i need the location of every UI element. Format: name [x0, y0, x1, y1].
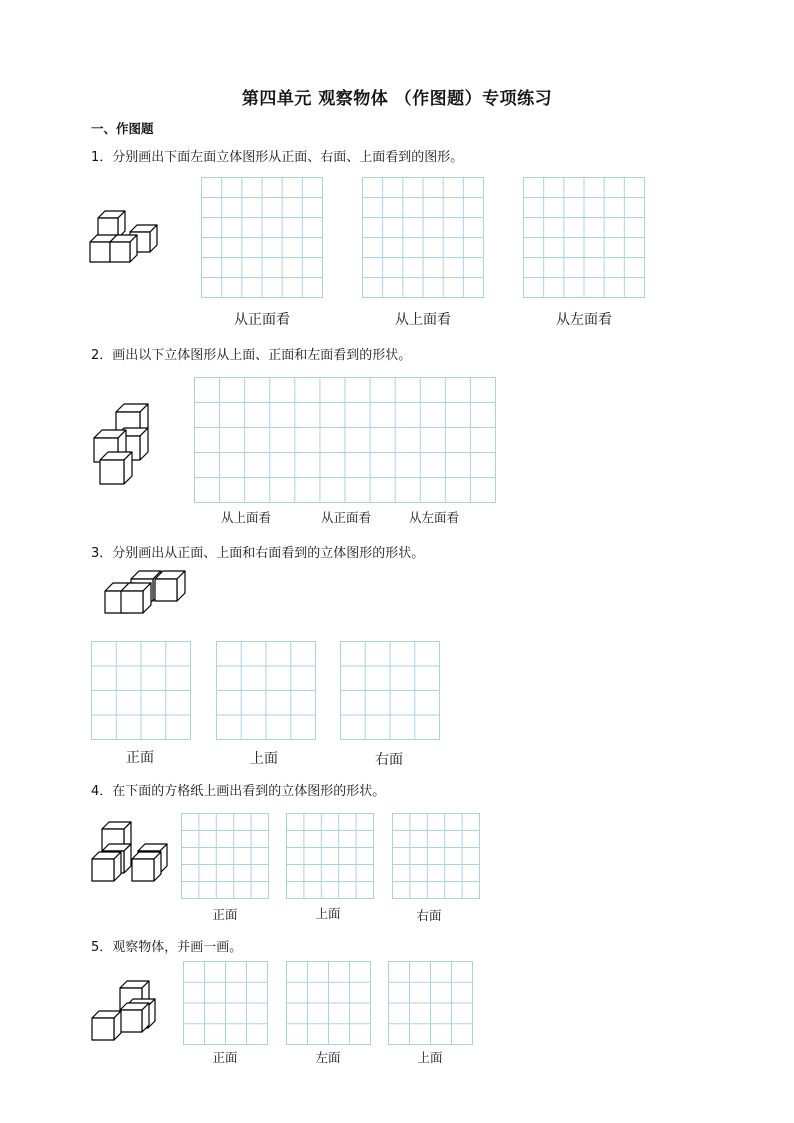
q2-cubes: [94, 404, 148, 484]
cube-front-face: [155, 579, 177, 601]
question-2-grid: [194, 377, 496, 503]
q4-cubes: [92, 822, 167, 881]
q3-cubes: [105, 571, 185, 613]
question-5-text: 5．观察物体，并画一画。: [91, 940, 243, 955]
question-1-cube-figure: [88, 206, 168, 268]
q5-cubes: [92, 981, 155, 1040]
cube-front-face: [120, 1010, 142, 1032]
question-3-grid-right: [340, 641, 440, 740]
question-4-grid-front: [181, 813, 269, 899]
cube-front-face: [132, 859, 154, 881]
question-3-label-right: 右面: [375, 752, 403, 768]
cube-front-face: [121, 591, 143, 613]
question-1-label-top: 从上面看: [395, 312, 451, 328]
grid-border: [287, 814, 374, 899]
question-2-label-front: 从正面看: [320, 510, 371, 525]
question-1-grid-top: [362, 177, 484, 298]
question-1-grid-front: [201, 177, 323, 298]
question-3-grid-top: [216, 641, 316, 740]
cube-front-face: [92, 859, 114, 881]
question-1-label-left: 从左面看: [556, 312, 612, 328]
cube-front-face: [92, 1018, 114, 1040]
question-1-text: 1．分别画出下面左面立体图形从正面、右面、上面看到的图形。: [91, 150, 464, 165]
question-2-text: 2．画出以下立体图形从上面、正面和左面看到的形状。: [91, 348, 412, 363]
question-5-cube-figure: [90, 980, 162, 1040]
question-3-text: 3．分别画出从正面、上面和右面看到的立体图形的形状。: [91, 546, 425, 561]
question-2-label-left: 从左面看: [408, 510, 459, 525]
grid-border: [393, 814, 480, 899]
question-3-grid-front: [91, 641, 191, 740]
question-2-label-top: 从上面看: [220, 510, 271, 525]
question-1-grid-left: [523, 177, 645, 298]
question-5-label-left: 左面: [315, 1050, 341, 1065]
question-4-text: 4．在下面的方格纸上画出看到的立体图形的形状。: [91, 784, 386, 799]
page-title: 第四单元 观察物体 （作图题）专项练习: [241, 89, 553, 109]
grid-border: [182, 814, 269, 899]
question-4-label-right: 右面: [416, 908, 442, 923]
question-4-grid-top: [286, 813, 374, 899]
question-3-label-front: 正面: [126, 750, 154, 766]
question-4-label-top: 上面: [315, 906, 341, 921]
question-4-cube-figure: [90, 823, 172, 883]
question-5-grid-left: [286, 961, 371, 1045]
q1-cubes: [90, 211, 157, 262]
cube-front-face: [100, 460, 124, 484]
section-heading: 一、作图题: [91, 121, 154, 136]
question-5-label-front: 正面: [212, 1050, 238, 1065]
question-3-cube-figure: [103, 569, 183, 621]
cube-front-face: [90, 242, 110, 262]
question-5-grid-front: [183, 961, 268, 1045]
question-2-cube-figure: [90, 402, 160, 484]
question-4-grid-right: [392, 813, 480, 899]
question-1-label-front: 从正面看: [234, 312, 290, 328]
question-3-label-top: 上面: [250, 751, 278, 767]
question-5-grid-top: [388, 961, 473, 1045]
cube-front-face: [110, 242, 130, 262]
question-5-label-top: 上面: [417, 1050, 443, 1065]
question-4-label-front: 正面: [212, 907, 238, 922]
